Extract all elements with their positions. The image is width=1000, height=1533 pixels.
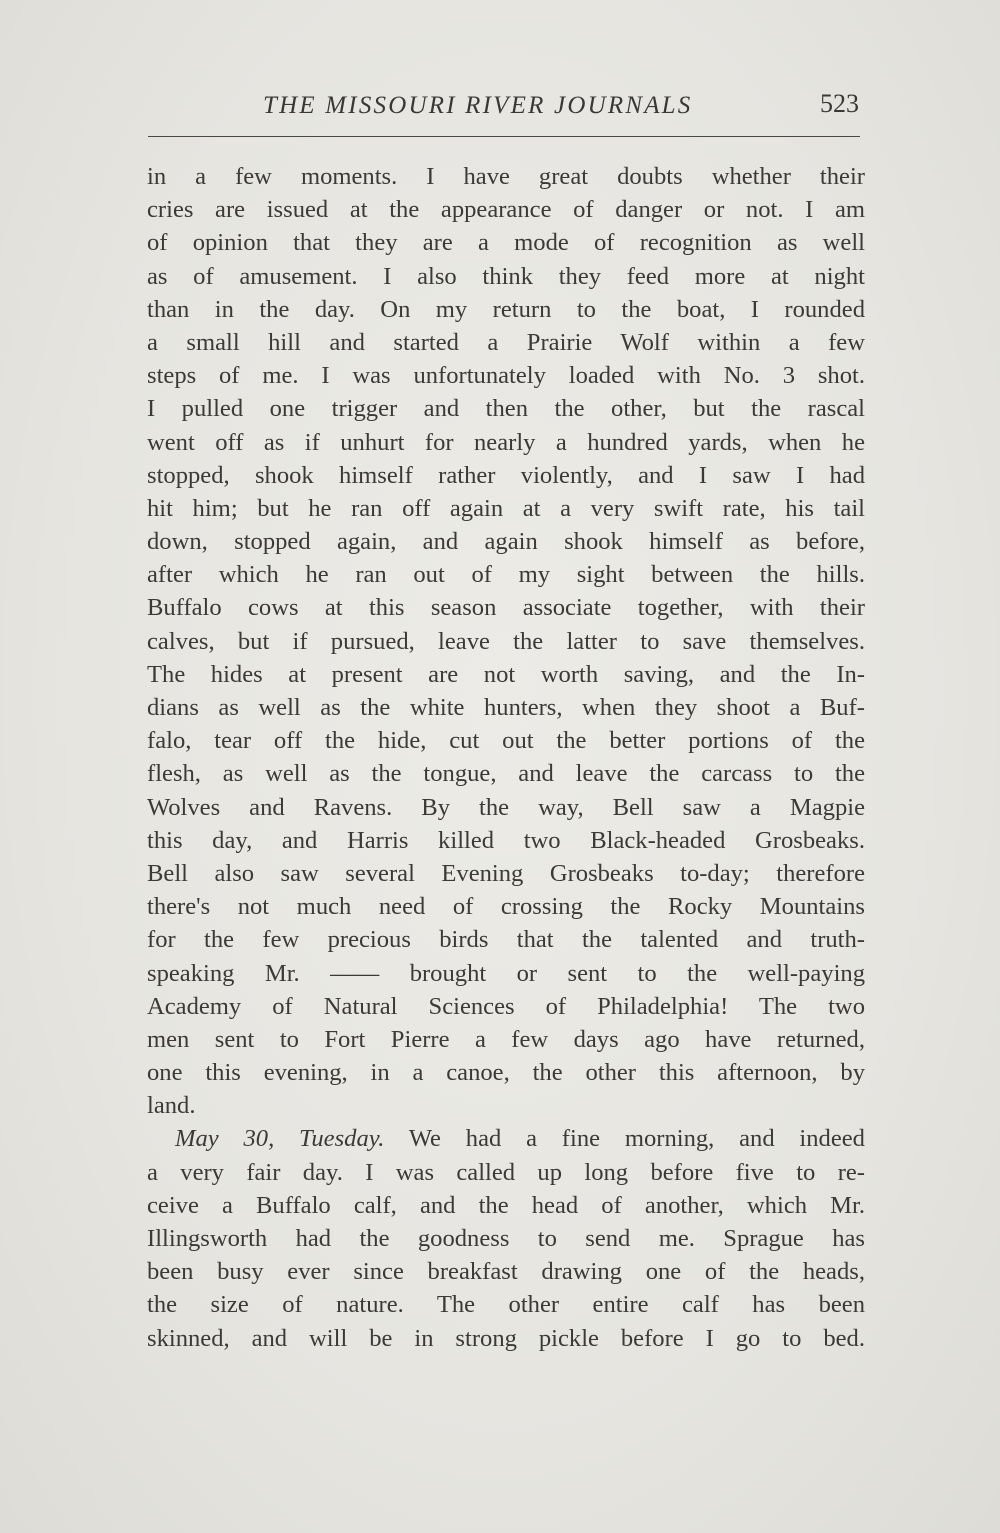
text-line: skinned, and will be in strong pickle before I go to bed. [147, 1324, 865, 1352]
entry-first-line [147, 1122, 865, 1155]
running-head [145, 89, 865, 132]
text-line: Buffalo cows at this season associate together, with their [147, 594, 865, 622]
running-title: THE MISSOURI RIVER JOURNALS [263, 92, 693, 119]
text-line: been busy ever since breakfast drawing one of the heads, [147, 1258, 865, 1286]
text-line: I pulled one trigger and then the other, but the rascal [147, 395, 865, 423]
text-line: Bell also saw several Evening Grosbeaks to-day; therefore [147, 859, 865, 887]
text-line: Wolves and Ravens. By the way, Bell saw a Magpie [147, 793, 865, 821]
text-line: flesh, as well as the tongue, and leave the carcass to the [147, 760, 865, 788]
text-line: hit him; but he ran off again at a very swift rate, his tail [147, 494, 865, 522]
text-line: a very fair day. I was called up long before five to re- [147, 1158, 865, 1186]
body-text [147, 160, 865, 1355]
text-line: down, stopped again, and again shook himself as before, [147, 528, 865, 556]
text-line: land. [147, 1092, 196, 1120]
text-line: there's not much need of crossing the Rocky Mountains [147, 893, 865, 921]
text-line: the size of nature. The other entire calf has been [147, 1291, 865, 1319]
text-line: The hides at present are not worth saving, and the In- [147, 660, 865, 688]
page-number: 523 [820, 89, 859, 118]
text-line: Illingsworth had the goodness to send me. Sprague has [147, 1225, 865, 1252]
text-line: ceive a Buffalo calf, and the head of another, which Mr. [147, 1191, 865, 1219]
text-line: dians as well as the white hunters, when they shoot a Buf- [147, 694, 865, 721]
text-line: falo, tear off the hide, cut out the better portions of the [147, 727, 865, 755]
text-line: one this evening, in a canoe, the other this afternoon, by [147, 1059, 865, 1087]
entry-date: May 30, Tuesday. [175, 1125, 385, 1153]
text-line: cries are issued at the appearance of danger or not. I am [147, 196, 865, 224]
text-line: calves, but if pursued, leave the latter to save themselves. [147, 627, 865, 655]
text-line: men sent to Fort Pierre a few days ago have returned, [147, 1025, 865, 1053]
text-line: went off as if unhurt for nearly a hundred yards, when he [147, 428, 865, 456]
entry-first-line-text: We had a fine morning, and indeed [408, 1125, 865, 1153]
text-line: as of amusement. I also think they feed more at night [147, 262, 865, 290]
text-line: of opinion that they are a mode of recognition as well [147, 229, 865, 257]
text-line: stopped, shook himself rather violently, and I saw I had [147, 461, 865, 489]
header-rule [148, 136, 860, 137]
text-line: speaking Mr. —— brought or sent to the well-paying [147, 959, 865, 987]
text-line: in a few moments. I have great doubts whether their [147, 163, 865, 190]
text-line: than in the day. On my return to the boat, I rounded [147, 295, 865, 323]
text-line: for the few precious birds that the talented and truth- [147, 926, 865, 954]
text-line: this day, and Harris killed two Black-headed Grosbeaks. [147, 826, 865, 854]
text-line: steps of me. I was unfortunately loaded with No. 3 shot. [147, 362, 865, 390]
text-line: a small hill and started a Prairie Wolf within a few [147, 328, 865, 356]
text-line: after which he ran out of my sight between the hills. [147, 561, 865, 589]
text-line: Academy of Natural Sciences of Philadelphia! The two [147, 992, 865, 1020]
